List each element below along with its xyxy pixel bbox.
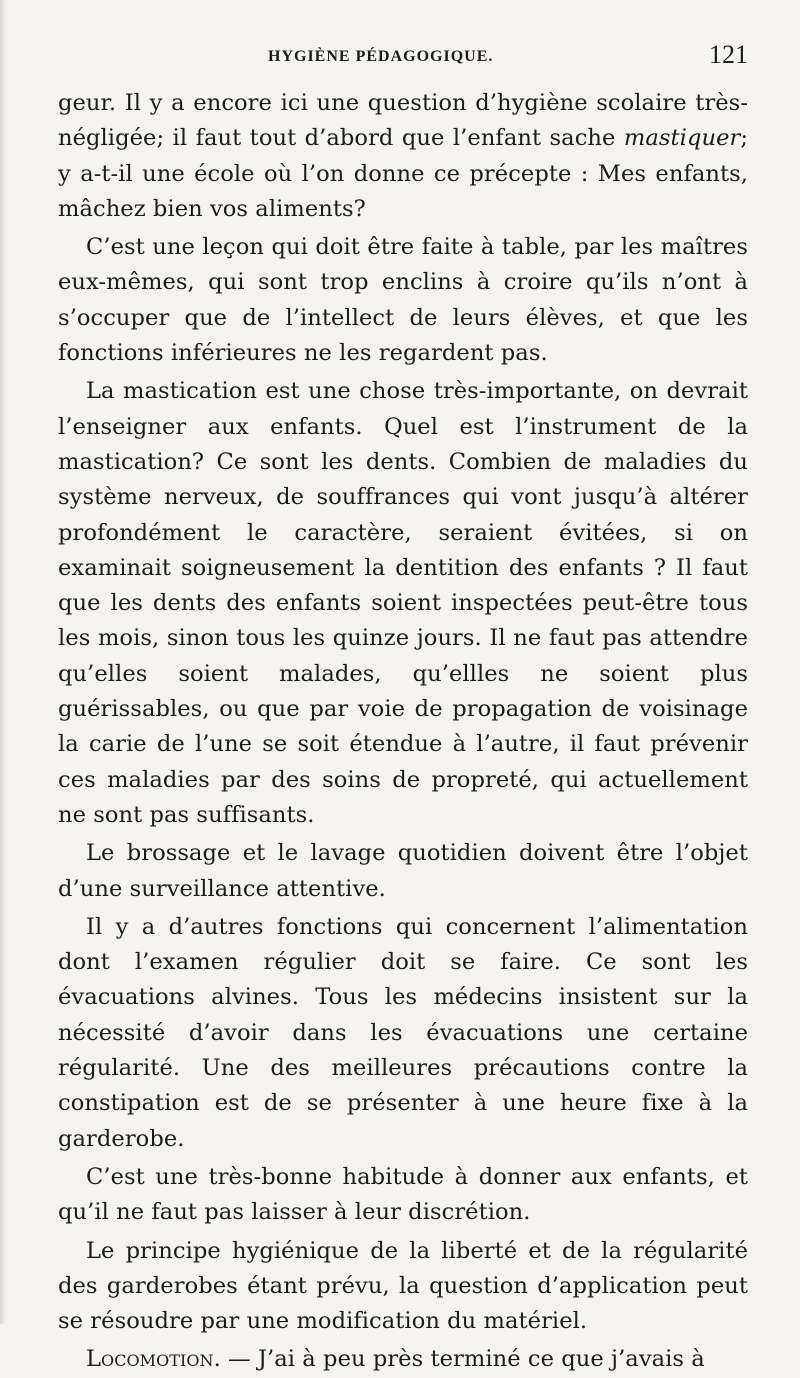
paragraph-6: C’est une très-bonne habitude à donner aux enfants, et qu’il ne faut pas laisser à leur discrétion. bbox=[58, 1163, 748, 1226]
paragraph-3: La mastication est une chose très-importante, on devrait l’enseigner aux enfants. Quel est l’instrument de la mastication? Ce sont les dents. Combien de maladies du système nerveux, de souffrances qui vont jusqu’à altérer profondément le caractère, seraient évitées, si on examinait soigneusement la dentition des enfants ? Il faut que les dents des enfants soient inspectées peut-être tous les mois, sinon tous les quinze jours. Il ne faut pas attendre qu’elles soient malades, qu’ellles ne soient plus guérissables, ou que par voie de propagation de voisinage la carie de l’une se soit étendue à l’autre, il faut prévenir ces maladies par des soins de propreté, qui actuellement ne sont pas suffisants. bbox=[58, 378, 748, 828]
paragraph-1-tail: ; y a-t-il une école où l’on donne ce précepte : Mes enfants, mâchez bien vos aliments? bbox=[58, 125, 749, 222]
paragraph-5: Il y a d’autres fonctions qui concernent l’alimentation dont l’examen régulier doit se faire. Ce sont les évacuations alvines. Tous les médecins insistent sur la nécessité d’avoir dans les évacuations une certaine régularité. Une des meilleures précautions contre la constipation est de se présenter à une heure fixe à la garderobe. bbox=[58, 913, 748, 1152]
paragraph-8-text: — J’ai à peu près terminé ce que j’avais à bbox=[220, 1346, 705, 1373]
page-number: 121 bbox=[709, 40, 748, 69]
paragraph-1-emphasis: mastiquer bbox=[623, 125, 741, 152]
section-heading-locomotion: Locomotion. bbox=[86, 1346, 221, 1373]
paragraph-8 bbox=[58, 1342, 748, 1377]
paragraph-1-text: geur. Il y a encore ici une question d’hygiène scolaire très-négligée; il faut tout d’abord que l’enfant sache bbox=[58, 90, 748, 152]
paragraph-1 bbox=[58, 86, 748, 227]
paragraph-2: C’est une leçon qui doit être faite à table, par les maîtres eux-mêmes, qui sont trop enclins à croire qu’ils n’ont à s’occuper que de l’intellect de leurs élèves, et que les fonctions inférieures ne les regardent pas. bbox=[58, 234, 748, 367]
paragraph-4: Le brossage et le lavage quotidien doivent être l’objet d’une surveillance attentive. bbox=[58, 840, 748, 902]
body-text bbox=[58, 86, 748, 1378]
page-edge-shadow bbox=[0, 0, 6, 1324]
running-title: HYGIÈNE PÉDAGOGIQUE. bbox=[268, 48, 494, 65]
running-head bbox=[58, 38, 748, 86]
paragraph-7: Le principe hygiénique de la liberté et de la régularité des garderobes étant prévu, la question d’application peut se résoudre par une modification du matériel. bbox=[58, 1237, 748, 1335]
